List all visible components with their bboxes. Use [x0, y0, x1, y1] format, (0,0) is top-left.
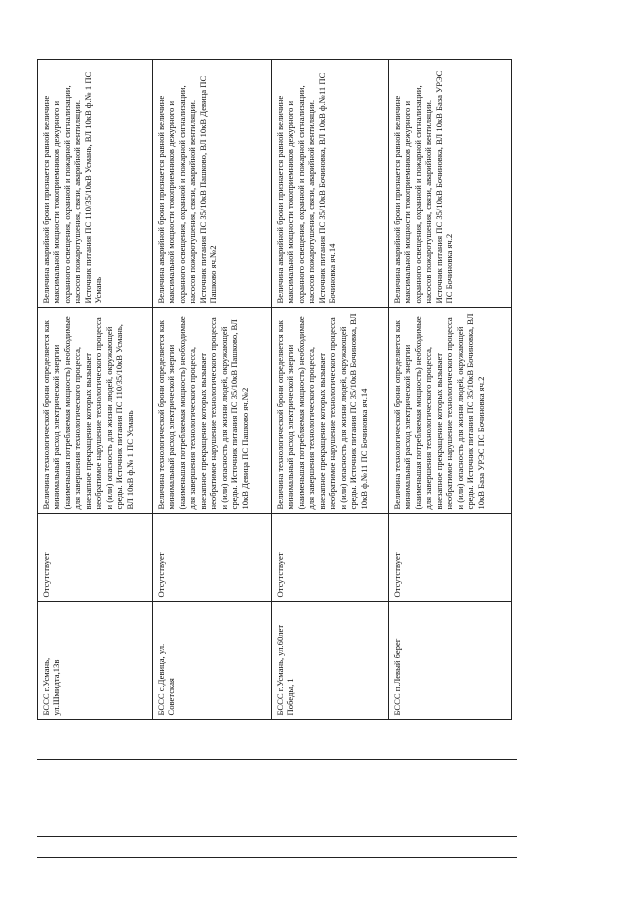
table-row [271, 60, 388, 880]
absent-cell: Отсутствует [152, 514, 271, 602]
empty-cell [388, 720, 511, 880]
emergency-reserve-cell: Величина аварийной брони признается равной величине максимальной мощности токоприемников дежурного и охранного освещения, охранной и пожарной сигнализации, насосов пожаротушения, связи, аварийной вентиляции. Источник питания ПС 35/10кВ Бочиновка, ВЛ 10кВ ф.№11 ПС Бочиновка яч.14 [271, 60, 388, 308]
object-cell: БССС с.Девица, ул. Советская [152, 602, 271, 720]
emergency-reserve-cell: Величина аварийной брони признается равной величине максимальной мощности токоприемников дежурного и охранного освещения, охранной и пожарной сигнализации, насосов пожаротушения, связи, аварийной вентиляции. Источник питания ПС 35/10кВ Бочиновка, ВЛ 10кВ База УРЭС ПС Бочиновка яч.2 [388, 60, 511, 308]
horizontal-rule [37, 836, 517, 837]
emergency-reserve-cell: Величина аварийной брони признается равной величине максимальной мощности токоприемников дежурного и охранного освещения, охранной и пожарной сигнализации, насосов пожаротушения, связи, аварийной вентиляции. Источник питания ПС 110/35/10кВ Усмань, ВЛ 10кВ ф.№ 1 ПС Усмань [38, 60, 153, 308]
reserve-table [37, 60, 512, 881]
table-row [152, 60, 271, 880]
emergency-reserve-cell: Величина аварийной брони признается равной величине максимальной мощности токоприемников дежурного и охранного освещения, охранной и пожарной сигнализации, насосов пожаротушения, связи, аварийной вентиляции. Источник питания ПС 35/10кВ Пашково, ВЛ 10кВ Девица ПС Пашково яч.№2 [152, 60, 271, 308]
empty-cell [271, 720, 388, 880]
object-cell: БССС п.Левый берег [388, 602, 511, 720]
table-row [388, 60, 511, 880]
tech-reserve-cell: Величина технологической брони определяется как минимальный расход электрической энергии (наименьшая потребляемая мощность) необходимые для завершения технологического процесса, внезапное прекращение которых вызывает необратимое нарушение технологического процесса и (или) опасность для жизни людей, окружающей среды. Источник питания ПС 35/10кВ Бочиновка, ВЛ 10кВ База УРЭС ПС Бочиновка яч.2 [388, 308, 511, 514]
rotated-table-container [37, 60, 512, 880]
empty-cell [152, 720, 271, 880]
tech-reserve-cell: Величина технологической брони определяется как минимальный расход электрической энергии (наименьшая потребляемая мощность) необходимые для завершения технологического процесса, внезапное прекращение которых вызывает необратимое нарушение технологического процесса и (или) опасность для жизни людей, окружающей среды. Источник питания ПС 35/10кВ Пашково, ВЛ 10кВ Девица ПС Пашково яч.№2 [152, 308, 271, 514]
horizontal-rule [37, 759, 517, 760]
object-cell: БССС г.Усмань, ул.Шмидта,13в [38, 602, 153, 720]
absent-cell: Отсутствует [271, 514, 388, 602]
absent-cell: Отсутствует [388, 514, 511, 602]
horizontal-rule [37, 857, 517, 858]
tech-reserve-cell: Величина технологической брони определяется как минимальный расход электрической энергии (наименьшая потребляемая мощность) необходимые для завершения технологического процесса, внезапное прекращение которых вызывает необратимое нарушение технологического процесса и (или) опасность для жизни людей, окружающей среды. Источник питания ПС 110/35/10кВ Усмань, ВЛ 10кВ ф.№ 1 ПС Усмань [38, 308, 153, 514]
object-cell: БССС г.Усмань, ул.60лет Победы, 1 [271, 602, 388, 720]
empty-cell [38, 720, 153, 880]
tech-reserve-cell: Величина технологической брони определяется как минимальный расход электрической энергии (наименьшая потребляемая мощность) необходимые для завершения технологического процесса, внезапное прекращение которых вызывает необратимое нарушение технологического процесса и (или) опасность для жизни людей, окружающей среды. Источник питания ПС 35/10кВ Бочиновка, ВЛ 10кВ ф.№11 ПС Бочиновка яч.14 [271, 308, 388, 514]
table-row [38, 60, 153, 880]
absent-cell: Отсутствует [38, 514, 153, 602]
